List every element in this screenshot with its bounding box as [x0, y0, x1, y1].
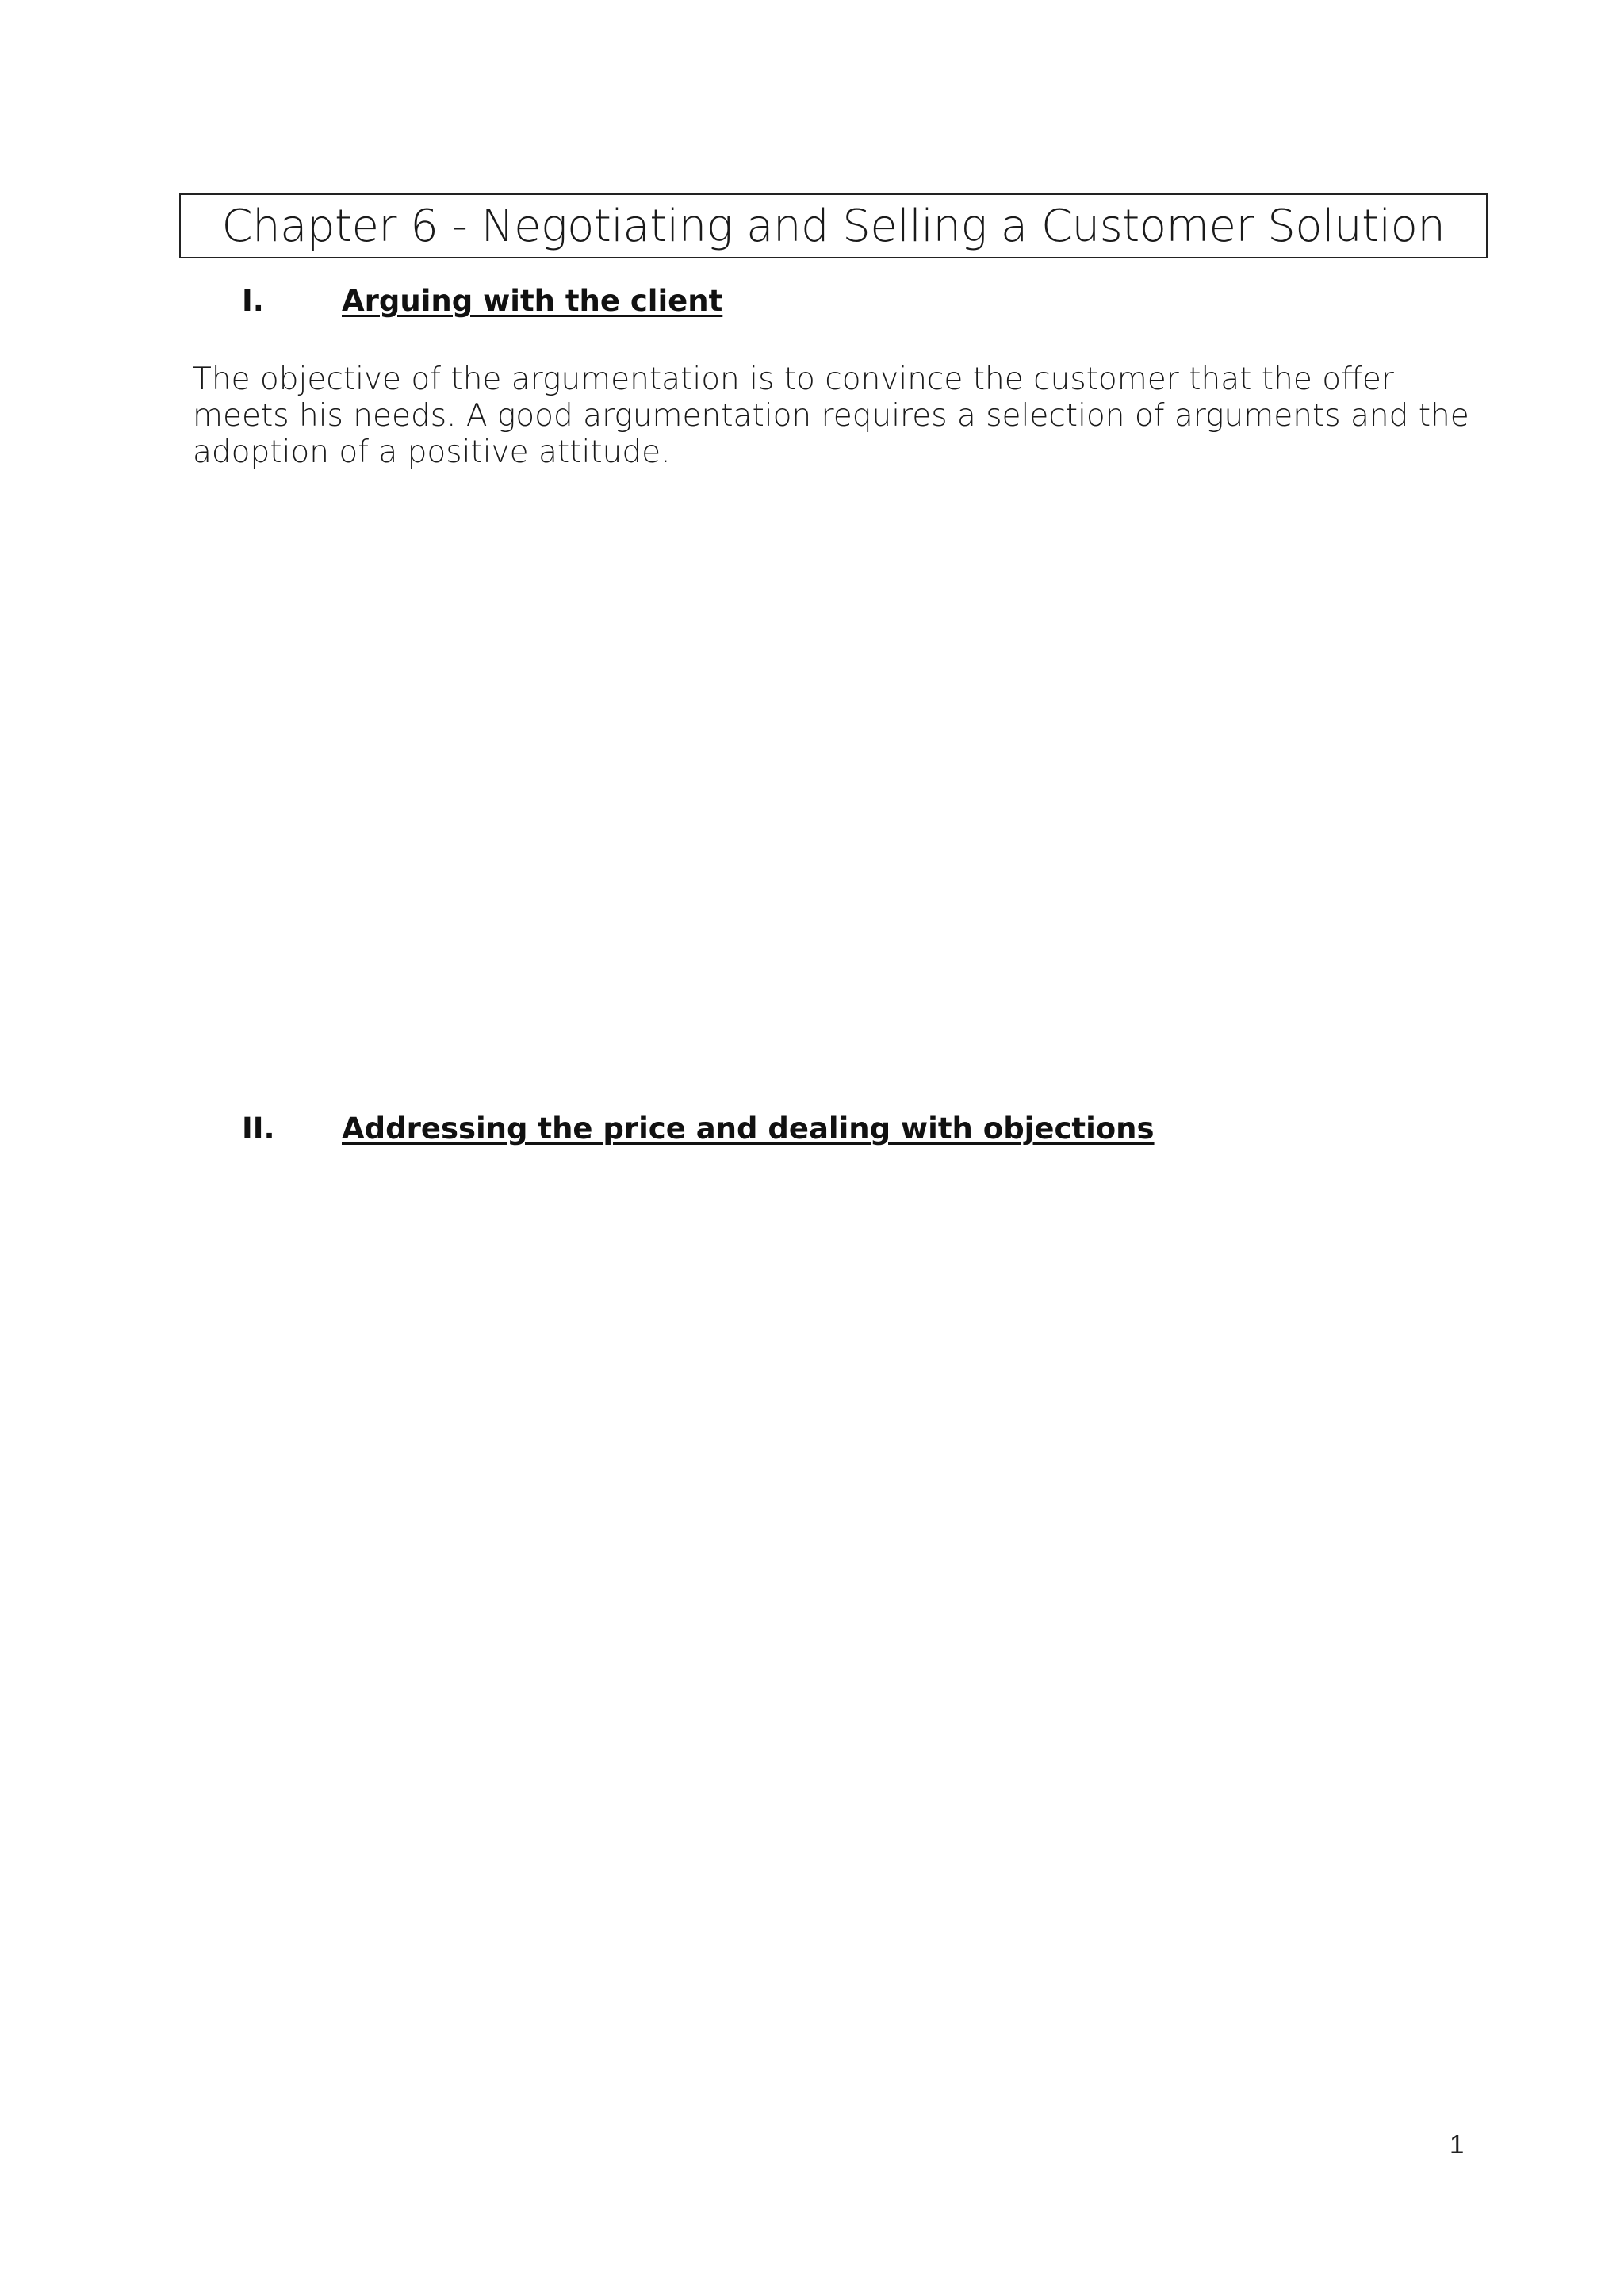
chapter-title-box: [179, 193, 1488, 258]
section-title-1: Arguing with the client: [342, 284, 723, 318]
chapter-title: Chapter 6 - Negotiating and Selling a Customer Solution: [221, 200, 1446, 252]
section-number-1: I.: [242, 284, 264, 318]
section-number-2: II.: [242, 1112, 275, 1146]
section-heading-1: [242, 284, 722, 318]
section-heading-2: [242, 1112, 1155, 1146]
section-title-2: Addressing the price and dealing with objections: [342, 1112, 1155, 1146]
section-1-paragraph: The objective of the argumentation is to convince the customer that the offer meets his needs. A good argumentation requires a selection of arguments and the adoption of a positive attitude.: [193, 362, 1469, 470]
page-number: 1: [1450, 2130, 1465, 2159]
